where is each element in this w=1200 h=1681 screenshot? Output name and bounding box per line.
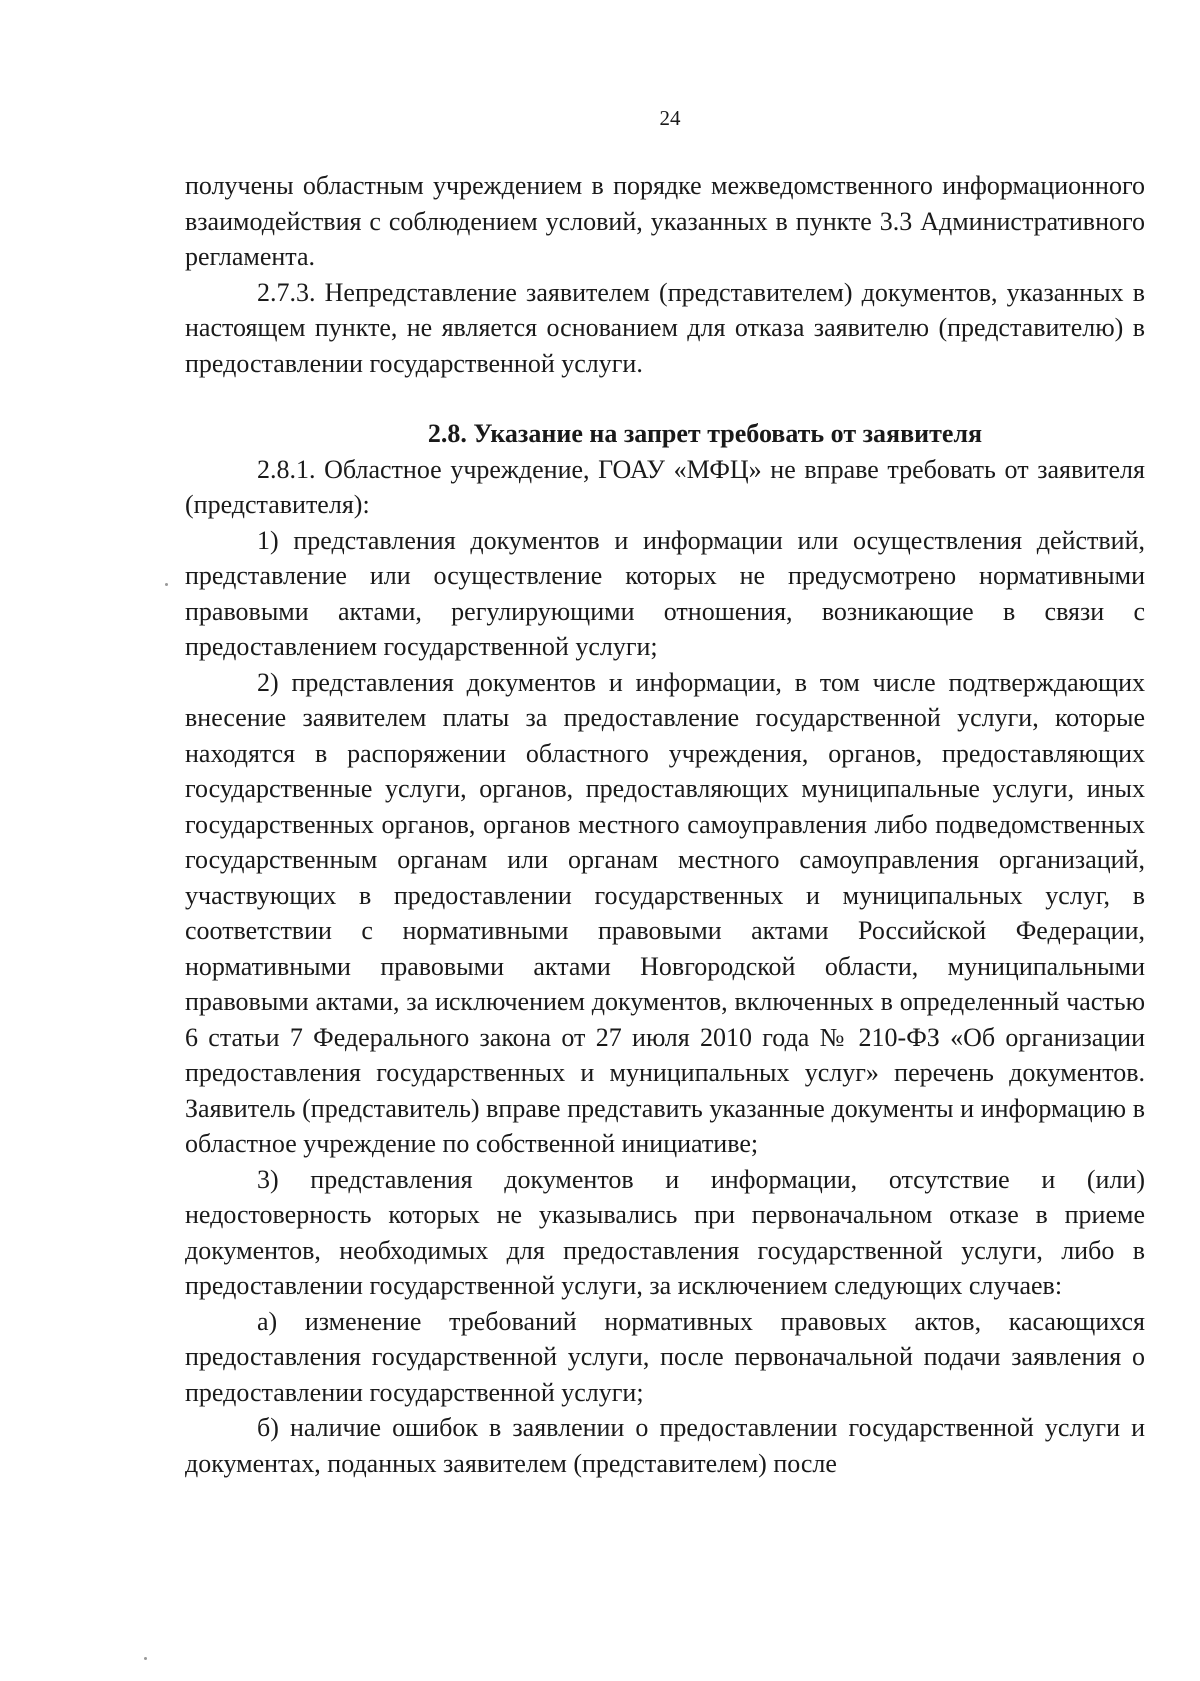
list-item-1: 1) представления документов и информации или осуществления действий, представление или осуществление которых не предусмотрено нормативными правовыми актами, регулирующими отношения, возникающие в связи с предоставлением государственной услуги; bbox=[185, 525, 1145, 661]
paragraph-2-7-3: 2.7.3. Непредставление заявителем (представителем) документов, указанных в настоящем пункте, не является основанием для отказа заявителю (представителю) в предоставлении государственной услуги. bbox=[185, 277, 1145, 378]
paragraph-2-8-1: 2.8.1. Областное учреждение, ГОАУ «МФЦ» не вправе требовать от заявителя (представителя): bbox=[185, 454, 1145, 519]
scan-speck bbox=[144, 1657, 147, 1660]
scan-speck bbox=[165, 583, 168, 586]
page-number: 24 bbox=[659, 106, 681, 130]
section-spacer bbox=[185, 381, 1145, 416]
section-heading-2-8: 2.8. Указание на запрет требовать от заявителя bbox=[427, 419, 983, 448]
paragraph-continuation: получены областным учреждением в порядке межведомственного информационного взаимодействия с соблюдением условий, указанных в пункте 3.3 Административного регламента. bbox=[185, 171, 1145, 271]
list-item-2: 2) представления документов и информации, в том числе подтверждающих внесение заявителем платы за предоставление государственной услуги, которые находятся в распоряжении областного учреждения, органов, предоставляющих государственные услуги, органов, предоставляющих муниципальные услуги, иных государственных органов, органов местного самоуправления либо подведомственных государственным органам или органам местного самоуправления организаций, участвующих в предоставлении государственных и муниципальных услуг, в соответствии с нормативными правовыми актами Российской Федерации, нормативными правовыми актами Новгородской области, муниципальными правовыми актами, за исключением документов, включенных в определенный частью 6 статьи 7 Федерального закона от 27 июля 2010 года № 210-ФЗ «Об организации предоставления государственных и муниципальных услуг» перечень документов. Заявитель (представитель) вправе представить указанные документы и информацию в областное учреждение по собственной инициативе; bbox=[185, 667, 1145, 1158]
sub-item-a: а) изменение требований нормативных правовых актов, касающихся предоставления государственной услуги, после первоначальной подачи заявления о предоставлении государственной услуги; bbox=[185, 1306, 1145, 1407]
document-body bbox=[185, 168, 1145, 1481]
sub-item-b: б) наличие ошибок в заявлении о предоставлении государственной услуги и документах, поданных заявителем (представителем) после bbox=[185, 1413, 1145, 1478]
list-item-3: 3) представления документов и информации, отсутствие и (или) недостоверность которых не указывались при первоначальном отказе в приеме документов, необходимых для предоставления государственной услуги, либо в предоставлении государственной услуги, за исключением следующих случаев: bbox=[185, 1164, 1145, 1300]
